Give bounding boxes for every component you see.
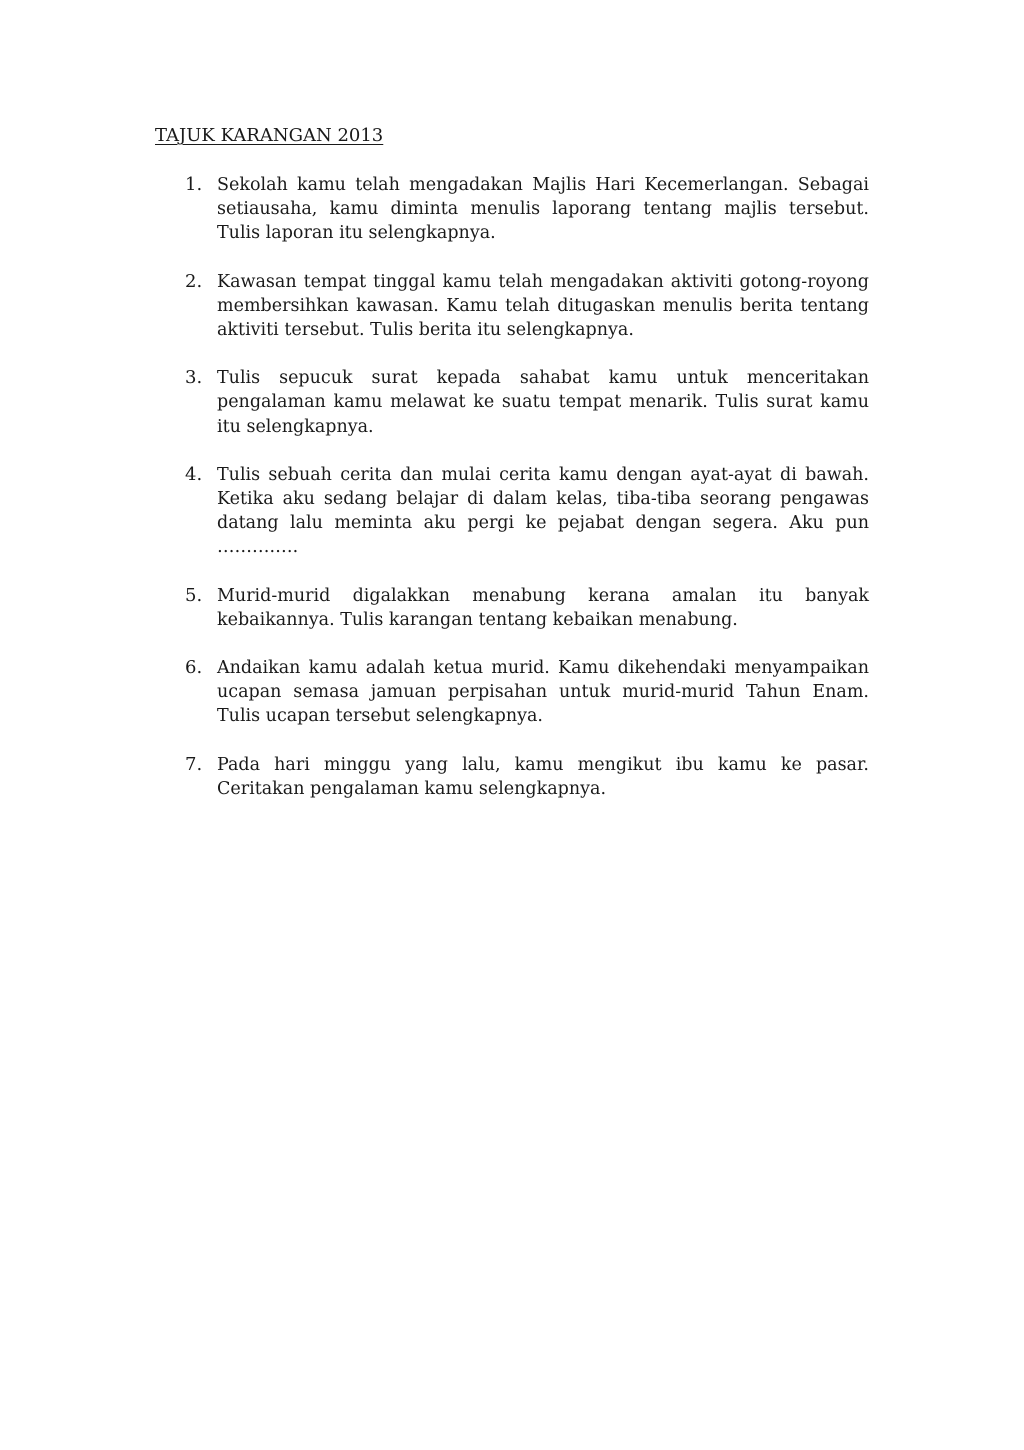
- item-number: 2.: [185, 270, 203, 292]
- item-text: Tulis sebuah cerita dan mulai cerita kamu dengan ayat-ayat di bawah. Ketika aku sedang belajar di dalam kelas, tiba-tiba seorang pengawas datang lalu meminta aku pergi ke pejabat dengan segera. Aku pun ……….….: [217, 464, 869, 558]
- document-title: TAJUK KARANGAN 2013: [155, 125, 384, 146]
- list-item: [185, 656, 869, 729]
- item-number: 7.: [185, 753, 203, 775]
- item-text: Sekolah kamu telah mengadakan Majlis Hari Kecemerlangan. Sebagai setiausaha, kamu diminta menulis laporang tentang majlis tersebut. Tulis laporan itu selengkapnya.: [217, 175, 869, 244]
- list-item: [185, 753, 869, 801]
- item-number: 6.: [185, 657, 203, 679]
- list-item: [185, 584, 869, 632]
- item-text: Tulis sepucuk surat kepada sahabat kamu untuk menceritakan pengalaman kamu melawat ke suatu tempat menarik. Tulis surat kamu itu selengkapnya.: [217, 368, 869, 437]
- list-item: [185, 366, 869, 439]
- item-text: Andaikan kamu adalah ketua murid. Kamu dikehendaki menyampaikan ucapan semasa jamuan perpisahan untuk murid-murid Tahun Enam. Tulis ucapan tersebut selengkapnya.: [217, 658, 869, 727]
- list-item: [185, 463, 869, 560]
- list-item: [185, 270, 869, 343]
- item-text: Murid-murid digalakkan menabung kerana amalan itu banyak kebaikannya. Tulis karangan tentang kebaikan menabung.: [217, 585, 869, 630]
- item-text: Kawasan tempat tinggal kamu telah mengadakan aktiviti gotong-royong membersihkan kawasan. Kamu telah ditugaskan menulis berita tentang aktiviti tersebut. Tulis berita itu selengkapnya.: [217, 271, 869, 341]
- item-text: Pada hari minggu yang lalu, kamu mengikut ibu kamu ke pasar. Ceritakan pengalaman kamu selengkapnya.: [217, 754, 869, 799]
- essay-topic-list: [185, 173, 869, 825]
- item-number: 1.: [185, 174, 203, 195]
- list-item: [185, 173, 869, 246]
- item-number: 5.: [185, 584, 203, 606]
- item-number: 3.: [185, 367, 203, 389]
- item-number: 4.: [185, 463, 203, 485]
